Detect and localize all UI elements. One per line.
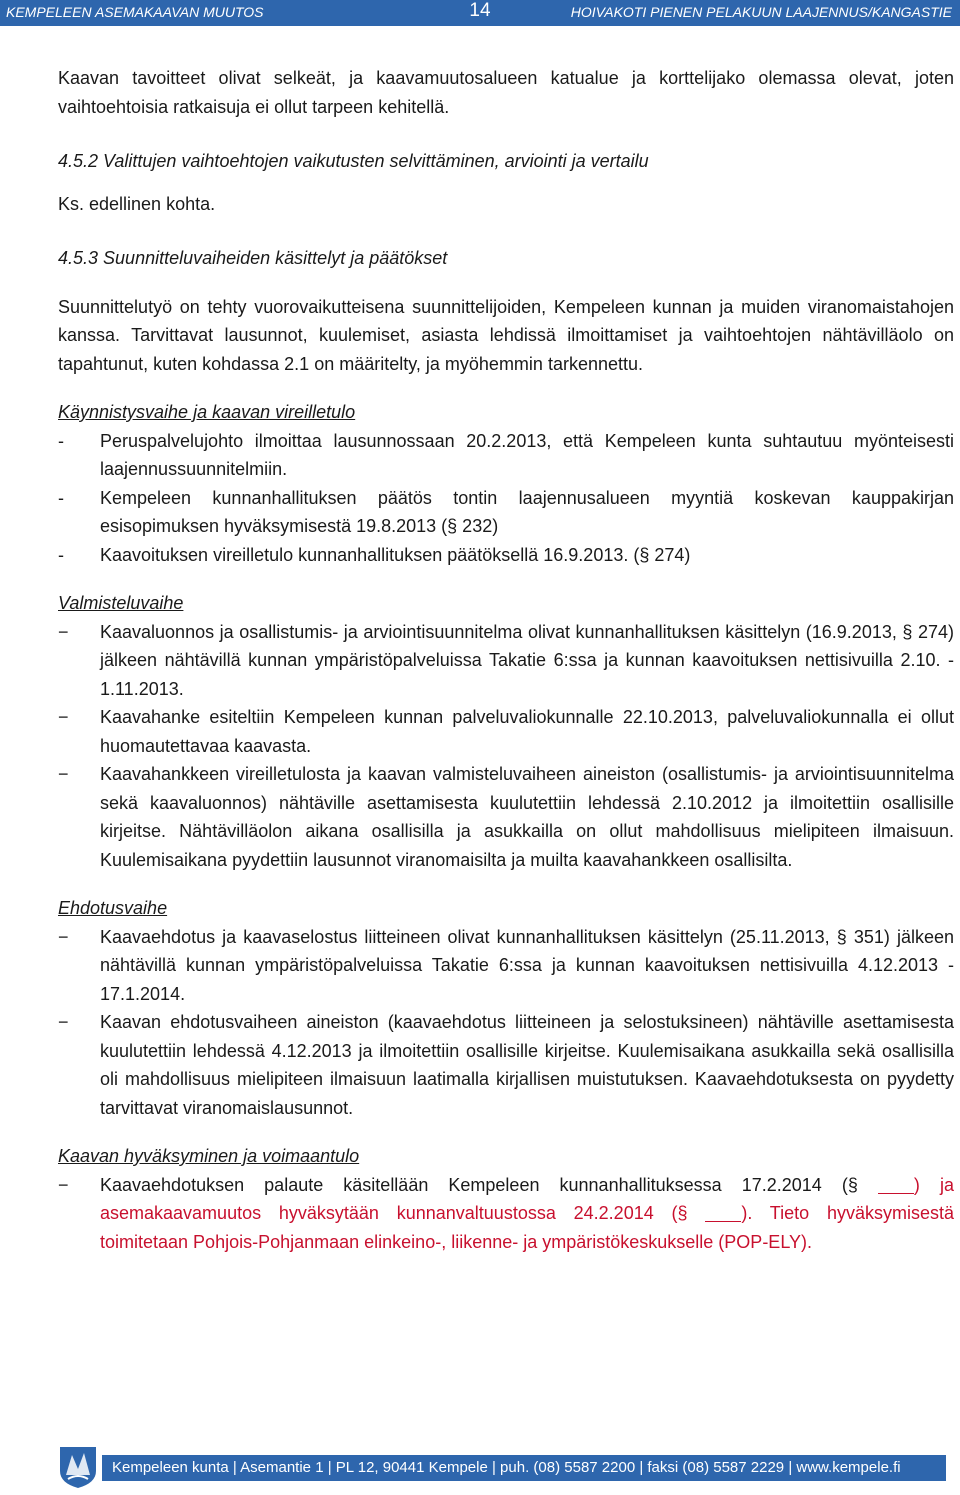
sec-452-text: Ks. edellinen kohta. [58,193,216,214]
list-item-text: Kaavoituksen vireilletulo kunnanhallituksen päätöksellä 16.9.2013. (§ 274) [100,544,691,565]
bullet-marker: − [58,764,69,784]
page-header [0,0,960,26]
page-footer [58,1445,954,1485]
approval-text-part2: ) ja asemakaavamuutos hyväksytään kunnanvaltuustossa 24.2.2014 (§ [100,1174,954,1223]
list-item [58,1171,954,1257]
list-item-text: Kaavahanke esiteltiin Kempeleen kunnan palveluvaliokunnalle 22.10.2013, palveluvaliokunnalla ei ollut huomautettavaa kaavasta. [100,707,954,756]
bullet-marker: − [58,926,69,947]
valmisteluvaihe-title: Valmisteluvaihe [58,593,184,613]
footer-contact-bar: Kempeleen kunta | Asemantie 1 | PL 12, 90441 Kempele | puh. (08) 5587 2200 | faksi (08) 5587 2229 | www.kempele.fi [102,1455,946,1481]
page-number: 14 [469,0,491,21]
blank-paragraph-number [878,1175,914,1194]
kempele-coat-of-arms-icon [58,1445,98,1489]
kaynnistysvaihe-title: Käynnistysvaihe ja kaavan vireilletulo [58,402,356,422]
header-document-title: KEMPELEEN ASEMAKAAVAN MUUTOS [6,4,264,20]
approval-text-part1: Kaavaehdotuksen palaute käsitellään Kempeleen kunnanhallituksessa 17.2.2014 (§ [100,1174,858,1195]
list-item [58,1008,954,1122]
ehdotusvaihe-title: Ehdotusvaihe [58,898,168,918]
list-item [58,484,954,541]
bullet-marker: - [58,430,64,451]
approval-text-part3: ). Tieto hyväksymisestä toimitetaan Pohjois-Pohjanmaan elinkeino-, liikenne- ja ympäristökeskukselle (POP-ELY). [100,1203,954,1252]
blank-paragraph-number [705,1203,741,1222]
list-item-text: Kaavaehdotus ja kaavaselostus liitteineen olivat kunnanhallituksen käsittelyn (25.11.2013, § 351) jälkeen nähtävillä kunnan ympäristöpalveluissa Takatie 6:ssa ja kunnan kaavoituksen nettisivuilla 4.12.2013 - 17.1.2014. [100,926,954,1004]
list-item [58,618,954,704]
bullet-marker: − [58,1012,69,1032]
bullet-marker: − [58,1174,69,1195]
bullet-marker: − [58,621,69,642]
list-item-text: Kempeleen kunnanhallituksen päätös tontin laajennusalueen myyntiä koskevan kauppakirjan esisopimuksen hyväksymisestä 19.8.2013 (§ 232) [100,487,954,536]
list-item [58,541,954,570]
heading-4-5-3: 4.5.3 Suunnitteluvaiheiden käsittelyt ja päätökset [58,248,448,268]
list-item [58,703,954,760]
bullet-marker: − [58,707,69,727]
list-item-text: Kaavaluonnos ja osallistumis- ja arviointisuunnitelma olivat kunnanhallituksen käsittelyn (16.9.2013, § 274) jälkeen nähtävillä kunnan ympäristöpalveluissa Takatie 6:ssa ja kunnan kaavoituksen nettisivuilla 2.10. - 1.11.2013. [100,621,954,699]
header-project-title: HOIVAKOTI PIENEN PELAKUUN LAAJENNUS/KANGASTIE [570,4,952,20]
page-content [58,64,954,1256]
list-item [58,923,954,1009]
intro-paragraph: Kaavan tavoitteet olivat selkeät, ja kaavamuutosalueen katualue ja korttelijako olemassa olevat, joten vaihtoehtoisia ratkaisuja ei ollut tarpeen kehitellä. [58,68,954,117]
list-item-text: Peruspalvelujohto ilmoittaa lausunnossaan 20.2.2013, että Kempeleen kunta suhtautuu myönteisesti laajennussuunnitelmiin. [100,430,954,479]
sec-453-paragraph: Suunnittelutyö on tehty vuorovaikutteisena suunnittelijoiden, Kempeleen kunnan ja muiden viranomaistahojen kanssa. Tarvittavat lausunnot, kuulemiset, asiasta lehdissä ilmoittamiset ja vaihtoehtojen nähtävilläolo on tapahtunut, kuten kohdassa 2.1 on määritelty, ja myöhemmin tarkennettu. [58,296,954,374]
list-item [58,427,954,484]
list-item [58,760,954,874]
list-item-text: Kaavahankkeen vireilletulosta ja kaavan valmisteluvaiheen aineiston (osallistumis- ja arviointisuunnitelma sekä kaavaluonnos) nähtäville asettamisesta kuulutettiin lehdessä 2.10.2012 ja ilmoitettiin osallisille kirjeitse. Nähtävilläolon aikana osallisilla ja asukkailla on ollut mahdollisuus mielipiteen ilmaisuun. Kuulemisaikana pyydettiin lausunnot viranomaisilta ja muilta kaavahankkeen osallisilta. [100,764,954,870]
list-item-text: Kaavan ehdotusvaiheen aineiston (kaavaehdotus liitteineen ja selostuksineen) nähtäville asettamisesta kuulutettiin lehdessä 4.12.2013 ja ilmoitettiin osallisille kirjeitse. Kuulemisaikana asukkailla sekä osallisilla oli mahdollisuus mielipiteen ilmaisuun laatimalla kirjallisen muistutuksen. Kaavaehdotuksesta on pyydetty tarvittavat viranomaislausunnot. [100,1012,954,1118]
heading-4-5-2: 4.5.2 Valittujen vaihtoehtojen vaikutusten selvittäminen, arviointi ja vertailu [58,151,649,171]
bullet-marker: - [58,487,64,508]
hyvaksyminen-title: Kaavan hyväksyminen ja voimaantulo [58,1146,360,1166]
bullet-marker: - [58,544,64,565]
